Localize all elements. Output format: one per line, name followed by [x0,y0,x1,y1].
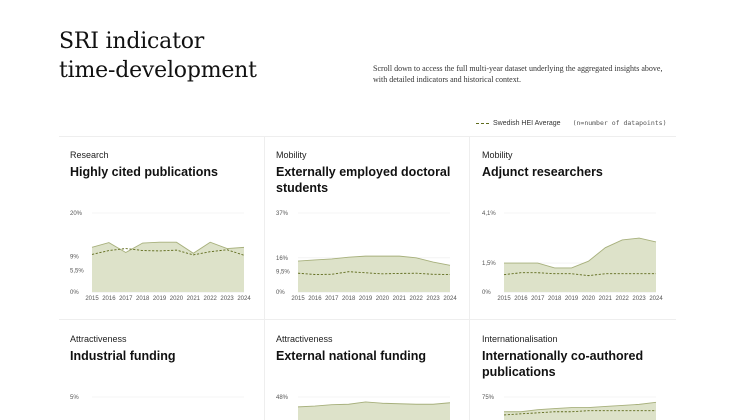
indicator-chart [482,333,682,420]
card-title: Adjunct researchers [482,165,603,179]
x-tick-label: 2024 [237,296,251,302]
page-title-line-2: time-development [59,58,257,83]
indicator-chart [276,149,476,319]
y-tick-label: 1,5% [482,261,496,268]
dashed-line-swatch-icon [476,123,489,124]
page-title-line-1: SRI indicator [59,29,205,54]
x-tick-label: 2022 [203,296,217,302]
x-tick-label: 2020 [169,296,184,302]
card-category: Research [70,150,109,160]
x-tick-label: 2024 [649,296,663,302]
x-tick-label: 2017 [325,296,339,302]
legend-note: (n=number of datapoints) [572,119,667,127]
x-tick-label: 2017 [531,296,545,302]
card-category: Mobility [276,150,307,160]
x-tick-label: 2016 [308,296,322,302]
card-category: Attractiveness [276,334,333,344]
x-tick-label: 2019 [564,296,579,302]
card-category: Internationalisation [482,334,558,344]
indicator-card-adjunct-researchers[interactable] [482,149,682,319]
intro-text: Scroll down to access the full multi-year dataset underlying the aggregated insights above, with detailed indicators and historical context. [373,64,663,84]
y-tick-label: 37% [276,211,289,217]
x-tick-label: 2022 [409,296,423,302]
card-title: Highly cited publications [70,165,218,179]
indicator-chart [70,333,270,420]
grid-divider-middle [59,319,676,320]
y-tick-label: 4,1% [482,211,496,217]
indicator-card-highly-cited[interactable] [70,149,270,319]
indicator-card-external-national-funding[interactable] [276,333,476,420]
x-tick-label: 2023 [426,296,440,302]
x-tick-label: 2017 [119,296,133,302]
x-tick-label: 2019 [152,296,167,302]
x-tick-label: 2015 [497,296,511,302]
x-tick-label: 2016 [102,296,116,302]
indicator-chart [70,149,270,319]
chart-legend [476,117,667,129]
y-tick-label: 16% [276,255,289,262]
indicator-card-international-coauthored[interactable] [482,333,682,420]
y-tick-label: 0% [482,290,491,296]
x-tick-label: 2021 [392,296,407,302]
x-tick-label: 2015 [85,296,99,302]
grid-divider-top [59,136,676,137]
x-tick-label: 2024 [443,296,457,302]
y-tick-label: 9% [70,254,79,261]
x-tick-label: 2022 [615,296,629,302]
y-tick-label: 0% [70,290,79,296]
card-title: Industrial funding [70,349,176,363]
indicator-card-external-doctoral[interactable] [276,149,476,319]
x-tick-label: 2018 [135,296,150,302]
indicator-chart [482,149,682,319]
y-tick-label: 20% [70,211,83,217]
indicator-card-industrial-funding[interactable] [70,333,270,420]
x-tick-label: 2020 [375,296,390,302]
y-tick-label: 75% [482,395,495,401]
x-tick-label: 2021 [598,296,613,302]
page-title [59,27,257,85]
x-tick-label: 2016 [514,296,528,302]
x-tick-label: 2018 [341,296,356,302]
x-tick-label: 2019 [358,296,373,302]
card-category: Attractiveness [70,334,127,344]
y-tick-label: 0% [276,290,285,296]
x-tick-label: 2023 [220,296,234,302]
y-tick-label: 9,5% [276,269,290,276]
card-category: Mobility [482,150,513,160]
card-title: Internationally co-authored publications [482,349,644,379]
y-tick-label: 48% [276,395,289,401]
x-tick-label: 2020 [581,296,596,302]
y-tick-label: 5% [70,395,79,401]
card-title: Externally employed doctoral students [276,165,451,195]
x-tick-label: 2021 [186,296,201,302]
x-tick-label: 2023 [632,296,646,302]
y-tick-label: 5,5% [70,268,84,275]
indicator-chart [276,333,476,420]
card-title: External national funding [276,349,427,363]
legend-label: Swedish HEI Average [493,119,561,127]
x-tick-label: 2018 [547,296,562,302]
x-tick-label: 2015 [291,296,305,302]
